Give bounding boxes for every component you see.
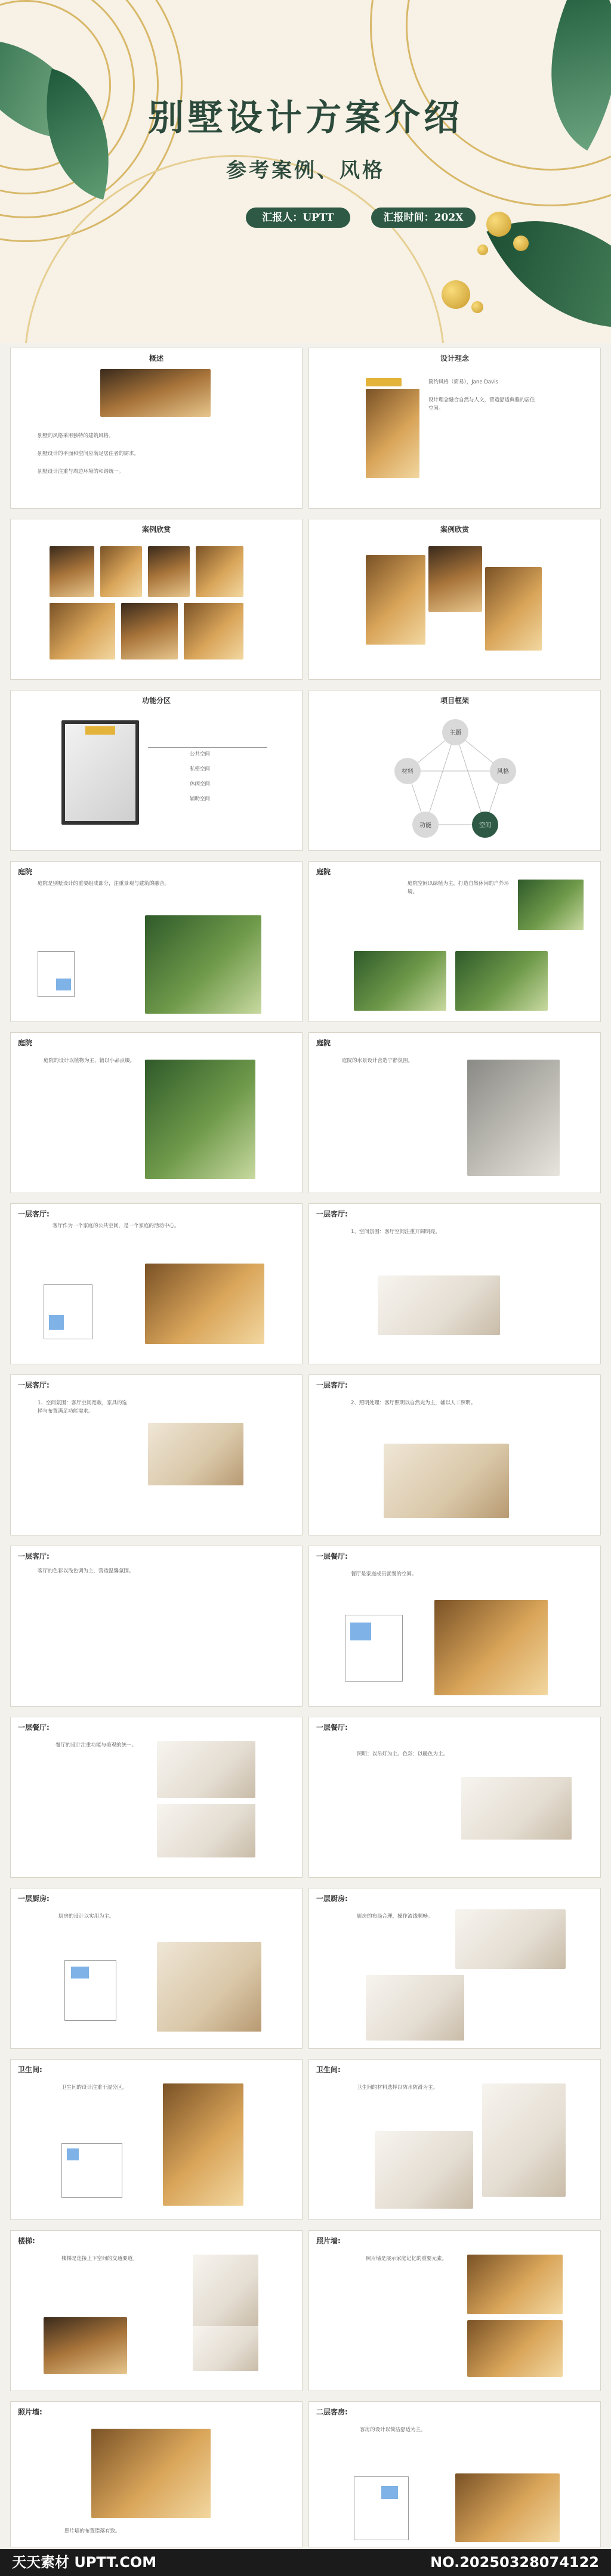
slide-text: 2、照明处理：客厅照明以自然光为主，辅以人工照明。	[351, 1400, 476, 1406]
dining-room-photo	[461, 1777, 572, 1840]
garden-photo	[145, 1060, 255, 1179]
floor-plan	[44, 1284, 92, 1339]
slide-text: 客房的设计以简洁舒适为主。	[360, 2427, 426, 2433]
slide-title: 一层餐厅:	[316, 1723, 348, 1732]
staircase-photo	[44, 2317, 127, 2374]
slide-living-room-5	[10, 1546, 303, 1707]
slide-text: 卫生间的设计注重干湿分区。	[61, 2085, 128, 2091]
slide-text: 1、空间氛围：客厅空间注重开阔明亮。	[351, 1229, 440, 1235]
slide-bathroom-1	[10, 2059, 303, 2220]
slide-photo-wall-2	[10, 2401, 303, 2547]
slide-title: 设计理念	[440, 354, 469, 363]
bullet-3: 别墅设计注重与周边环境的和谐统一。	[38, 469, 124, 475]
slide-text: 卫生间的材料选择以防水防滑为主。	[357, 2085, 439, 2091]
slide-title: 一层客厅:	[316, 1210, 348, 1218]
slide-text: 楼梯是连接上下空间的交通要道。	[61, 2256, 138, 2262]
floor-plan	[345, 1615, 403, 1682]
watermark-footer	[0, 2549, 611, 2576]
slide-title: 案例欣赏	[440, 525, 469, 534]
concept-text: 设计理念融合自然与人文，营造舒适典雅的居住空间。	[428, 397, 535, 411]
slide-dining-room-3	[308, 1717, 601, 1878]
slide-text: 照明：以吊灯为主。色彩：以暖色为主。	[357, 1751, 449, 1757]
slide-title: 一层客厅:	[18, 1552, 50, 1561]
case-photo	[50, 546, 94, 597]
slide-text: 庭院的水景设计营造宁静氛围。	[342, 1058, 413, 1064]
case-photo	[485, 567, 542, 651]
case-photo	[148, 546, 190, 597]
living-room-photo	[148, 1423, 243, 1485]
slide-text: 庭院空间以绿植为主，打造自然休闲的户外环境。	[408, 881, 510, 895]
zone-item: 私密空间	[190, 766, 211, 772]
floor-plan	[64, 1960, 116, 2021]
floor-plan	[354, 2476, 409, 2540]
slide-title: 庭院	[18, 1039, 33, 1047]
garden-photo	[145, 915, 261, 1014]
slide-text: 厨房的布局合理，操作流线顺畅。	[357, 1914, 433, 1919]
slide-staircase	[10, 2230, 303, 2391]
case-photo	[121, 603, 178, 660]
case-photo	[100, 546, 142, 597]
slide-photo-wall-1	[308, 2230, 601, 2391]
slide-text: 庭院的设计以植物为主，辅以小品点缀。	[44, 1058, 135, 1064]
living-room-photo	[384, 1444, 509, 1518]
bathroom-photo	[482, 2083, 566, 2197]
bathroom-photo	[163, 2083, 243, 2206]
case-photo	[196, 546, 243, 597]
cover-title: 别墅设计方案介绍	[148, 97, 463, 139]
slide-living-room-1	[10, 1203, 303, 1364]
slide-kitchen-2	[308, 1888, 601, 2049]
dining-room-photo	[157, 1804, 255, 1857]
dining-room-photo	[157, 1741, 255, 1798]
slide-title: 庭院	[18, 868, 33, 876]
footer-number: NO.20250328074122	[430, 2554, 599, 2571]
slide-title: 楼梯:	[18, 2237, 35, 2245]
kitchen-photo	[366, 1975, 464, 2041]
slide-overview	[10, 348, 303, 509]
slide-courtyard-2	[308, 861, 601, 1022]
slide-title: 照片墙:	[316, 2237, 341, 2245]
floor-plan	[38, 951, 75, 997]
bullet-1: 别墅的风格采用独特的建筑风格。	[38, 433, 114, 439]
slide-text: 庭院是别墅设计的重要组成部分，注重景观与建筑的融合。	[38, 881, 170, 887]
slide-title: 一层客厅:	[18, 1381, 50, 1389]
slide-project-framework	[308, 690, 601, 851]
zone-item: 辅助空间	[190, 796, 211, 802]
slide-title: 照片墙:	[18, 2408, 42, 2416]
slide-title: 案例欣赏	[141, 525, 171, 534]
zone-item: 公共空间	[190, 751, 211, 757]
slide-text: 厨房的设计以实用为主。	[58, 1914, 115, 1919]
slide-title: 卫生间:	[316, 2066, 341, 2074]
slide-design-concept	[308, 348, 601, 509]
slide-title: 一层厨房:	[316, 1894, 348, 1903]
framework-node-label: 材料	[402, 769, 413, 775]
staircase-photo	[193, 2255, 258, 2326]
case-photo	[428, 546, 482, 612]
interior-photo	[366, 389, 419, 478]
label-tag	[366, 378, 402, 386]
garden-photo	[455, 951, 548, 1011]
fountain-photo	[467, 1060, 560, 1176]
slide-title: 功能分区	[141, 696, 171, 705]
date-badge: 汇报时间：202X	[371, 208, 476, 228]
cover-subtitle: 参考案例、风格	[226, 159, 385, 182]
kitchen-photo	[157, 1942, 261, 2032]
slide-living-room-2	[308, 1203, 601, 1364]
slide-case-study-2	[308, 519, 601, 680]
case-photo	[184, 603, 243, 660]
slide-dining-room-1	[308, 1546, 601, 1707]
slide-text: 照片墙的布置错落有致。	[64, 2528, 121, 2534]
framework-node-label: 空间	[479, 822, 491, 829]
slide-text: 客厅作为一个家庭的公共空间，是一个家庭的活动中心。	[53, 1223, 180, 1229]
caption: 简约风格（简易），Jane Davis	[428, 379, 498, 385]
divider-line	[148, 747, 267, 748]
slide-title: 二层客房:	[316, 2408, 348, 2416]
slide-living-room-4	[308, 1374, 601, 1535]
slide-text: 照片墙是展示家庭记忆的重要元素。	[366, 2256, 448, 2262]
slide-bathroom-2	[308, 2059, 601, 2220]
slide-text: 1、空间氛围：客厅空间宽敞，家具的选择与布置满足功能需求。	[38, 1400, 127, 1414]
slide-title: 庭院	[316, 1039, 331, 1047]
case-photo	[50, 603, 115, 660]
slide-text: 餐厅是家庭成员就餐的空间。	[351, 1571, 417, 1577]
slide-title: 项目框架	[440, 696, 469, 705]
slide-kitchen-1	[10, 1888, 303, 2049]
slide-courtyard-3	[10, 1032, 303, 1193]
slide-title: 一层客厅:	[316, 1381, 348, 1389]
footer-brand: 天天素材 UPTT.COM	[12, 2554, 157, 2571]
slide-title: 一层厨房:	[18, 1894, 50, 1903]
slide-courtyard-1	[10, 861, 303, 1022]
framework-node-label: 风格	[497, 769, 509, 775]
slide-guest-room	[308, 2401, 601, 2547]
slide-title: 一层餐厅:	[18, 1723, 50, 1732]
slide-living-room-3	[10, 1374, 303, 1535]
bathroom-photo	[375, 2131, 473, 2209]
photo-wall-photo	[467, 2255, 563, 2314]
guest-room-photo	[455, 2473, 560, 2542]
garden-photo	[518, 880, 584, 930]
villa-photo	[100, 369, 211, 417]
floor-plan	[61, 2143, 122, 2198]
living-room-photo	[145, 1264, 264, 1344]
slide-title: 一层客厅:	[18, 1210, 50, 1218]
photo-wall-photo	[467, 2320, 563, 2377]
photo-wall-photo	[91, 2429, 211, 2518]
zone-item: 休闲空间	[190, 781, 211, 787]
slide-function-zoning	[10, 690, 303, 851]
framework-node-label: 功能	[419, 822, 431, 829]
slide-text: 客厅的色彩以浅色调为主，营造温馨氛围。	[38, 1568, 134, 1574]
slide-title: 一层餐厅:	[316, 1552, 348, 1561]
slide-case-study-1	[10, 519, 303, 680]
case-photo	[366, 555, 425, 645]
garden-photo	[354, 951, 446, 1011]
plan-photo	[61, 720, 139, 825]
kitchen-photo	[455, 1909, 566, 1969]
framework-diagram	[366, 714, 545, 846]
slide-courtyard-4	[308, 1032, 601, 1193]
slide-dining-room-2	[10, 1717, 303, 1878]
slide-title: 庭院	[316, 868, 331, 876]
reporter-badge: 汇报人：UPTT	[246, 208, 350, 228]
framework-node-label: 主题	[449, 730, 461, 736]
bullet-2: 别墅设计的平面和空间应满足居住者的需求。	[38, 451, 140, 457]
cover-slide	[0, 0, 611, 343]
slide-title: 卫生间:	[18, 2066, 42, 2074]
living-room-photo	[378, 1275, 500, 1335]
staircase-photo	[193, 2326, 258, 2371]
slide-title: 概述	[149, 354, 163, 363]
slide-text: 餐厅的设计注重功能与美观的统一。	[55, 1742, 137, 1748]
dining-room-photo	[434, 1600, 548, 1695]
